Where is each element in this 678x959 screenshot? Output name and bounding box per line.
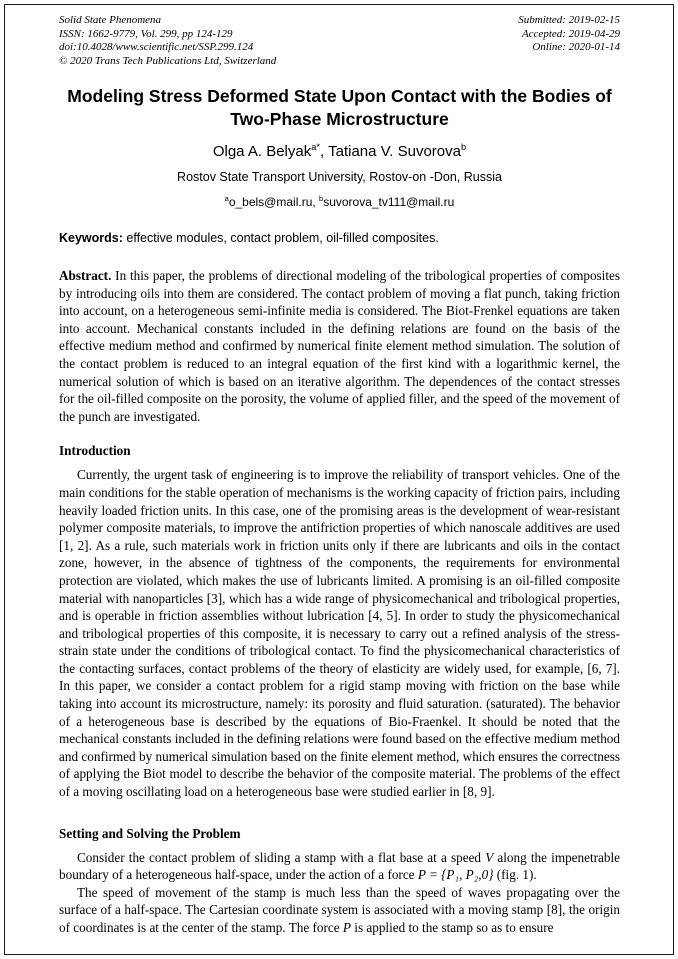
submitted-date: Submitted: 2019-02-15 [518, 14, 620, 26]
math-force-vector: P = {P₁, P₂,0} [417, 867, 494, 883]
abstract-label: Abstract. [59, 268, 112, 283]
setting-paragraph-2 [59, 884, 620, 937]
email-superscript-b: b [319, 194, 324, 203]
setting-p2-text-2: is applied to the stamp so as to ensure [350, 920, 554, 935]
setting-paragraph-1 [59, 849, 620, 884]
keywords-text: effective modules, contact problem, oil-filled composites. [122, 231, 439, 245]
setting-p2-text-1: The speed of movement of the stamp is much less than the speed of waves propagating over the surface of a half-space. The Cartesian coordinate system is associated with a moving stamp [8], the origin of coordinates is at the center of the stamp. The force [59, 884, 620, 935]
setting-p1-text-1: Consider the contact problem of sliding a stamp with a flat base at a speed [77, 849, 486, 865]
affiliation: Rostov State Transport University, Rostov-on -Don, Russia [177, 170, 502, 184]
math-force-p: P [342, 920, 351, 935]
section-heading-setting: Setting and Solving the Problem [59, 825, 241, 841]
author-superscript-1: a* [311, 142, 321, 152]
journal-name: Solid State Phenomena [59, 14, 162, 26]
authors-line [59, 142, 620, 161]
setting-p1-text-3: (fig. 1). [493, 867, 537, 883]
copyright-line: © 2020 Trans Tech Publications Ltd, Switzerland [59, 54, 277, 67]
author-name-2: Tatiana V. Suvorova [328, 143, 461, 160]
author-superscript-2: b [460, 142, 467, 152]
journal-info [59, 14, 276, 68]
journal-header [59, 14, 620, 68]
section-heading-introduction: Introduction [59, 443, 131, 459]
article-title: Modeling Stress Deformed State Upon Contact with the Bodies of Two-Phase Microstructure [67, 86, 612, 129]
doi-line: doi:10.4028/www.scientific.net/SSP.299.124 [59, 41, 254, 53]
abstract-text: In this paper, the problems of directional modeling of the tribological properties of composites by introducing oils into them are considered. The contact problem of moving a flat punch, taking friction into account, on a heterogeneous semi-infinite media is considered. The Biot-Frenkel equations are taken into account. Mechanical constants included in the defining relations are found on the basis of the effective medium method and confirmed by numerical finite element method simulation. The solution of the contact problem is reduced to an integral equation of the first kind with a logarithmic kernel, the numerical solution of which is based on an iterative algorithm. The dependences of the contact stresses for the oil-filled composite on the porosity, the volume of applied filler, and the speed of the movement of the punch are investigated. [59, 268, 620, 424]
setting-p1-text-2: along the impenetrable boundary of a heterogeneous half-space, under the action of a force [59, 849, 620, 883]
keywords-line [59, 230, 620, 246]
online-date: Online: 2020-01-14 [532, 41, 620, 53]
email-a: o_bels@mail.ru [228, 195, 313, 209]
keywords-label: Keywords: [59, 231, 123, 245]
email-b: suvorova_tv111@mail.ru [323, 195, 455, 209]
accepted-date: Accepted: 2019-04-29 [521, 27, 620, 40]
math-speed-v: V [485, 849, 494, 865]
emails-line [59, 195, 620, 210]
emails-separator: , [312, 195, 320, 209]
author-name-1: Olga A. Belyak [212, 143, 312, 160]
introduction-paragraph: Currently, the urgent task of engineering is to improve the reliability of transport vehicles. One of the main conditions for the stable operation of mechanisms is the working capacity of friction pairs, including heavily loaded friction units. In this case, one of the promising areas is the development of wear-resistant polymer composite materials, to improve the antifriction properties of which nanoscale additives are used [1, 2]. As a rule, such materials work in friction units only if there are lubricants and oils in the contact zone, however, in the absence of tightness of the components, the requirements for environmental protection are violated, which makes the use of lubricants limited. A promising is an oil-filled composite material with nanoparticles [3], which has a wide range of physicomechanical and tribological properties, and is operable in friction assemblies without lubrication [4, 5]. In order to study the physicomechanical and tribological properties of this composite, it is necessary to carry out a refined analysis of the stress-strain state under the conditions of tribological contact. To find the physicomechanical characteristics of the contacting surfaces, contact problems of the theory of elasticity are widely used, for example, [6, 7]. In this paper, we consider a contact problem for a rigid stamp moving with friction on the base while taking into account its microstructure, namely: its porosity and fluid saturation. (saturated). The behavior of a heterogeneous base is described by the equations of Bio-Fraenkel. It should be noted that the mechanical constants included in the defining relations were found based on the effective medium method and confirmed by numerical simulation based on the finite element method, which ensures the correctness of applying the Biot model to describe the behavior of the composite material. The problems of the effect of a moving oscillating load on a heterogeneous base were studied earlier in [8, 9]. [59, 467, 620, 800]
abstract-paragraph [59, 267, 620, 425]
issn-volume-pages: ISSN: 1662-9779, Vol. 299, pp 124-129 [59, 27, 233, 40]
authors-separator: , [320, 143, 329, 160]
email-superscript-a: a [224, 194, 229, 203]
submission-dates [518, 14, 620, 68]
